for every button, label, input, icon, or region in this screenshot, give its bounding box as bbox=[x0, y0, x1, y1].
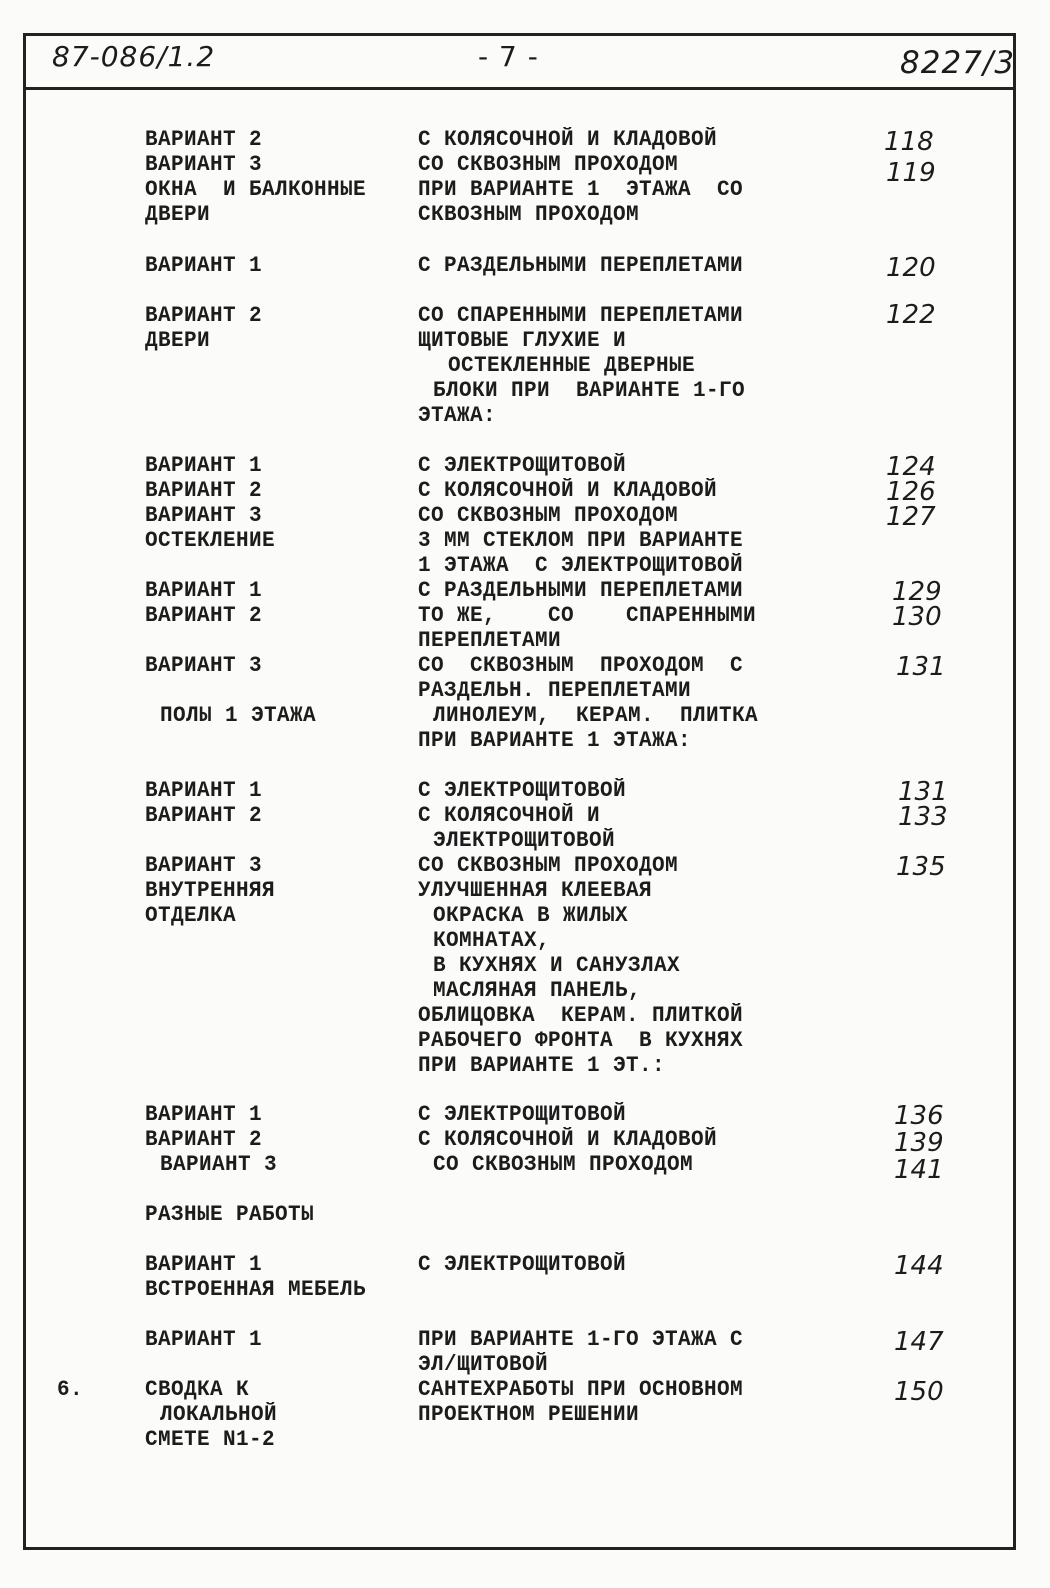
row-page-ref: 119 bbox=[886, 158, 936, 188]
row-label: ВАРИАНТ 3 bbox=[160, 1153, 278, 1178]
row-label: ВАРИАНТ 2 bbox=[145, 479, 263, 504]
row-label: ВАРИАНТ 3 bbox=[145, 654, 263, 679]
row-label: ОКНА И БАЛКОННЫЕ bbox=[145, 178, 367, 203]
row-label: ОТДЕЛКА bbox=[145, 904, 237, 929]
row-description: ЭЛ/ЩИТОВОЙ bbox=[418, 1353, 549, 1378]
row-description: СО СКВОЗНЫМ ПРОХОДОМ bbox=[418, 153, 679, 178]
row-description: УЛУЧШЕННАЯ КЛЕЕВАЯ bbox=[418, 879, 653, 904]
row-description: С КОЛЯСОЧНОЙ И КЛАДОВОЙ bbox=[418, 479, 718, 504]
row-description: ПРИ ВАРИАНТЕ 1-ГО ЭТАЖА С bbox=[418, 1328, 744, 1353]
row-page-ref: 136 bbox=[894, 1101, 944, 1131]
document-code: 87-086/1.2 bbox=[52, 40, 216, 73]
row-description: БЛОКИ ПРИ ВАРИАНТЕ 1-ГО bbox=[433, 379, 746, 404]
row-description: ОКРАСКА В ЖИЛЫХ bbox=[433, 904, 629, 929]
sheet-number: 8227/3 bbox=[900, 45, 1016, 81]
row-description: РАБОЧЕГО ФРОНТА В КУХНЯХ bbox=[418, 1029, 744, 1054]
row-label: ВАРИАНТ 1 bbox=[145, 1328, 263, 1353]
row-page-ref: 135 bbox=[896, 852, 946, 882]
row-page-ref: 122 bbox=[886, 300, 936, 330]
row-page-ref: 120 bbox=[886, 253, 936, 283]
row-description: С РАЗДЕЛЬНЫМИ ПЕРЕПЛЕТАМИ bbox=[418, 579, 744, 604]
row-description: С РАЗДЕЛЬНЫМИ ПЕРЕПЛЕТАМИ bbox=[418, 254, 744, 279]
row-description: ЭЛЕКТРОЩИТОВОЙ bbox=[433, 829, 616, 854]
row-page-ref: 141 bbox=[894, 1155, 944, 1185]
row-label: ВАРИАНТ 1 bbox=[145, 1103, 263, 1128]
header-divider bbox=[23, 87, 1016, 90]
row-description: 1 ЭТАЖА С ЭЛЕКТРОЩИТОВОЙ bbox=[418, 554, 744, 579]
row-label: ВАРИАНТ 3 bbox=[145, 504, 263, 529]
page-number: - 7 - bbox=[478, 40, 539, 73]
row-description: ЭТАЖА: bbox=[418, 404, 497, 429]
row-label: ВАРИАНТ 2 bbox=[145, 1128, 263, 1153]
row-label: СВОДКА К bbox=[145, 1378, 250, 1403]
row-description: ЩИТОВЫЕ ГЛУХИЕ И bbox=[418, 329, 627, 354]
row-description: С КОЛЯСОЧНОЙ И bbox=[418, 804, 601, 829]
row-description: ТО ЖЕ, СО СПАРЕННЫМИ bbox=[418, 604, 757, 629]
row-label: СМЕТЕ N1-2 bbox=[145, 1428, 276, 1453]
row-label: ВАРИАНТ 3 bbox=[145, 854, 263, 879]
row-label: ОСТЕКЛЕНИЕ bbox=[145, 529, 276, 554]
row-label: ВАРИАНТ 1 bbox=[145, 1253, 263, 1278]
row-description: КОМНАТАХ, bbox=[433, 929, 551, 954]
row-description: ПРОЕКТНОМ РЕШЕНИИ bbox=[418, 1403, 640, 1428]
row-description: С КОЛЯСОЧНОЙ И КЛАДОВОЙ bbox=[418, 1128, 718, 1153]
row-description: СКВОЗНЫМ ПРОХОДОМ bbox=[418, 203, 640, 228]
row-label: ДВЕРИ bbox=[145, 329, 211, 354]
row-description: СО СКВОЗНЫМ ПРОХОДОМ bbox=[418, 854, 679, 879]
row-label: ЛОКАЛЬНОЙ bbox=[160, 1403, 278, 1428]
row-description: С КОЛЯСОЧНОЙ И КЛАДОВОЙ bbox=[418, 128, 718, 153]
row-description: С ЭЛЕКТРОЩИТОВОЙ bbox=[418, 1103, 627, 1128]
row-page-ref: 144 bbox=[894, 1251, 944, 1281]
row-label: ДВЕРИ bbox=[145, 203, 211, 228]
row-label: ВАРИАНТ 1 bbox=[145, 779, 263, 804]
row-description: РАЗДЕЛЬН. ПЕРЕПЛЕТАМИ bbox=[418, 679, 692, 704]
row-description: С ЭЛЕКТРОЩИТОВОЙ bbox=[418, 454, 627, 479]
row-page-ref: 129 bbox=[892, 577, 942, 607]
row-label: ВАРИАНТ 2 bbox=[145, 304, 263, 329]
row-description: ПРИ ВАРИАНТЕ 1 ЭТ.: bbox=[418, 1054, 666, 1079]
row-description: СО СПАРЕННЫМИ ПЕРЕПЛЕТАМИ bbox=[418, 304, 744, 329]
row-label: ВАРИАНТ 1 bbox=[145, 579, 263, 604]
row-page-ref: 133 bbox=[898, 802, 948, 832]
row-number: 6. bbox=[57, 1378, 84, 1403]
row-label: ВАРИАНТ 2 bbox=[145, 604, 263, 629]
row-label: ВАРИАНТ 2 bbox=[145, 804, 263, 829]
row-page-ref: 118 bbox=[884, 127, 934, 157]
row-description: ОСТЕКЛЕННЫЕ ДВЕРНЫЕ bbox=[448, 354, 696, 379]
row-description: САНТЕХРАБОТЫ ПРИ ОСНОВНОМ bbox=[418, 1378, 744, 1403]
row-description: ЛИНОЛЕУМ, КЕРАМ. ПЛИТКА bbox=[433, 704, 759, 729]
row-label: ВАРИАНТ 1 bbox=[145, 254, 263, 279]
row-page-ref: 130 bbox=[892, 602, 942, 632]
row-description: В КУХНЯХ И САНУЗЛАХ bbox=[433, 954, 681, 979]
row-label: ВНУТРЕННЯЯ bbox=[145, 879, 276, 904]
row-description: МАСЛЯНАЯ ПАНЕЛЬ, bbox=[433, 979, 642, 1004]
row-description: ПРИ ВАРИАНТЕ 1 ЭТАЖА: bbox=[418, 729, 692, 754]
row-page-ref: 131 bbox=[898, 777, 948, 807]
row-description: СО СКВОЗНЫМ ПРОХОДОМ bbox=[433, 1153, 694, 1178]
row-page-ref: 126 bbox=[886, 477, 936, 507]
row-page-ref: 127 bbox=[886, 502, 936, 532]
row-description: ПЕРЕПЛЕТАМИ bbox=[418, 629, 562, 654]
row-description: ПРИ ВАРИАНТЕ 1 ЭТАЖА СО bbox=[418, 178, 744, 203]
section-heading: РАЗНЫЕ РАБОТЫ bbox=[145, 1203, 315, 1228]
row-page-ref: 139 bbox=[894, 1128, 944, 1158]
row-label: ПОЛЫ 1 ЭТАЖА bbox=[160, 704, 317, 729]
row-description: СО СКВОЗНЫМ ПРОХОДОМ С bbox=[418, 654, 744, 679]
row-description: 3 ММ СТЕКЛОМ ПРИ ВАРИАНТЕ bbox=[418, 529, 744, 554]
row-description: ОБЛИЦОВКА КЕРАМ. ПЛИТКОЙ bbox=[418, 1004, 744, 1029]
row-description: СО СКВОЗНЫМ ПРОХОДОМ bbox=[418, 504, 679, 529]
row-page-ref: 124 bbox=[886, 452, 936, 482]
row-page-ref: 131 bbox=[896, 652, 946, 682]
row-label: ВСТРОЕННАЯ МЕБЕЛЬ bbox=[145, 1278, 367, 1303]
row-label: ВАРИАНТ 3 bbox=[145, 153, 263, 178]
row-label: ВАРИАНТ 2 bbox=[145, 128, 263, 153]
row-label: ВАРИАНТ 1 bbox=[145, 454, 263, 479]
row-page-ref: 147 bbox=[894, 1327, 944, 1357]
row-page-ref: 150 bbox=[894, 1377, 944, 1407]
row-description: С ЭЛЕКТРОЩИТОВОЙ bbox=[418, 779, 627, 804]
row-description: С ЭЛЕКТРОЩИТОВОЙ bbox=[418, 1253, 627, 1278]
